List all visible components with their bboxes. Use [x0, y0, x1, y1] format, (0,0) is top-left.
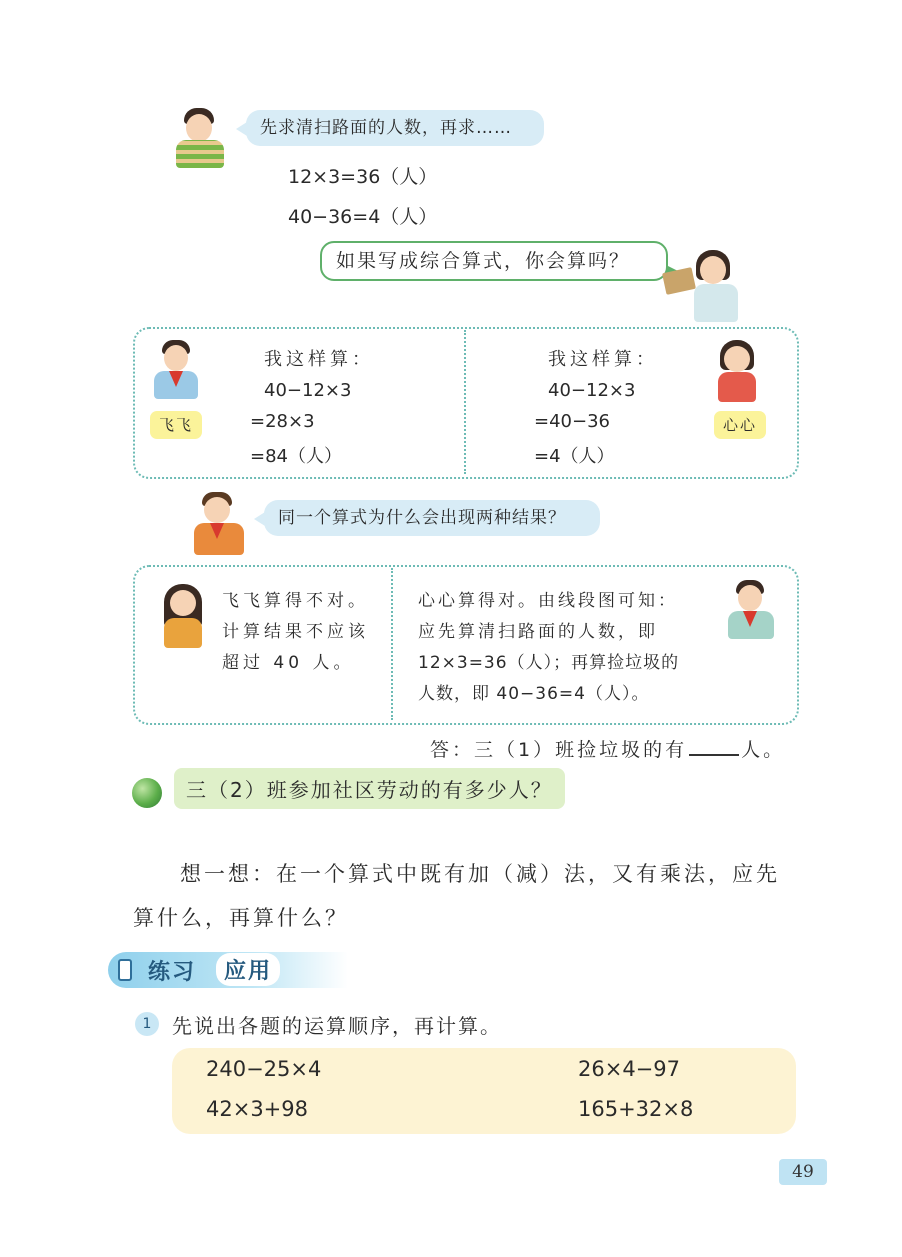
boy-avatar-why: [190, 492, 252, 556]
calc-line-2: 40−36=4（人）: [288, 206, 438, 228]
explanation-divider: [391, 568, 393, 720]
boy-avatar-top: [174, 108, 234, 170]
right-explain-3: 12×3=36（人）；再算捡垃圾的: [418, 653, 680, 673]
methods-box: [133, 327, 799, 479]
xinxin-avatar: [712, 340, 762, 402]
question-bubble: 如果写成综合算式，你会算吗？: [320, 241, 668, 281]
xinxin-name-tag: 心心: [714, 411, 766, 439]
page-number: 49: [779, 1159, 827, 1185]
why-bubble: 同一个算式为什么会出现两种结果？: [264, 500, 600, 536]
feifei-avatar: [150, 340, 206, 400]
feifei-heading: 我这样算：: [264, 349, 374, 370]
left-explain-2: 计算结果不应该: [222, 622, 369, 642]
problem-2: 26×4−97: [578, 1057, 680, 1081]
calc-line-1: 12×3=36（人）: [288, 166, 438, 188]
left-explain-3: 超过 40 人。: [222, 653, 355, 673]
right-explain-2: 应先算清扫路面的人数，即: [418, 622, 658, 642]
think-line-1: 想一想：在一个算式中既有加（减）法，又有乘法，应先: [180, 862, 780, 886]
problem-3: 42×3+98: [206, 1097, 308, 1121]
feifei-line-2: =28×3: [250, 411, 315, 432]
section-header: [108, 952, 348, 988]
xinxin-line-3: =4（人）: [534, 446, 615, 467]
left-explain-1: 飞飞算得不对。: [222, 591, 369, 611]
problem-1: 240−25×4: [206, 1057, 322, 1081]
right-explain-4: 人数，即 40−36=4（人）。: [418, 684, 650, 704]
boy-avatar-right: [724, 580, 780, 640]
xinxin-line-2: =40−36: [534, 411, 610, 432]
feifei-line-1: 40−12×3: [264, 380, 352, 401]
section-title-1: 练习: [148, 960, 197, 985]
answer-blank[interactable]: [689, 736, 739, 756]
xinxin-line-1: 40−12×3: [548, 380, 636, 401]
feifei-name-tag: 飞飞: [150, 411, 202, 439]
green-question: 三（2）班参加社区劳动的有多少人？: [174, 768, 565, 809]
teacher-avatar: [664, 250, 750, 322]
right-explain-1: 心心算得对。由线段图可知：: [418, 591, 678, 611]
answer-suffix: 人。: [741, 739, 786, 761]
answer-line: [430, 735, 785, 762]
answer-prefix: 答：三（1）班捡垃圾的有: [430, 739, 688, 761]
problem-4: 165+32×8: [578, 1097, 694, 1121]
xinxin-heading: 我这样算：: [548, 349, 658, 370]
hint-bubble: 先求清扫路面的人数，再求……: [246, 110, 544, 146]
exercise-number: 1: [135, 1012, 159, 1036]
think-line-2: 算什么，再算什么？: [133, 906, 349, 930]
feifei-line-3: =84（人）: [250, 446, 342, 467]
girl-avatar: [158, 584, 208, 650]
pencil-icon: [118, 959, 132, 981]
globe-icon: [132, 778, 162, 808]
exercise-instruction: 先说出各题的运算顺序，再计算。: [172, 1014, 502, 1038]
methods-divider: [464, 330, 466, 474]
section-title-2: 应用: [216, 953, 280, 986]
